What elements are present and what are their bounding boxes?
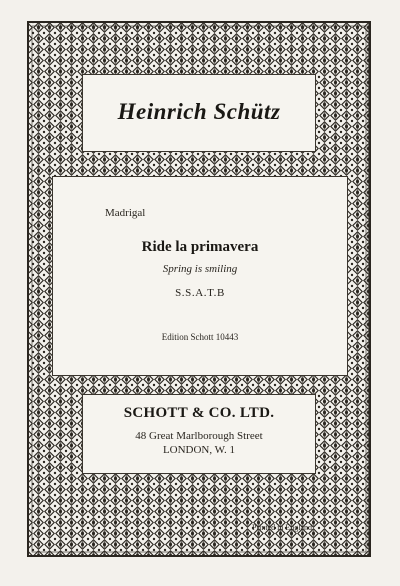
title-panel: [52, 176, 348, 376]
voicing-label: S.S.A.T.B: [175, 287, 225, 299]
composer-name: Heinrich Schütz: [117, 99, 281, 124]
genre-label: Madrigal: [105, 207, 146, 219]
publisher-panel: [82, 394, 316, 474]
publisher-name: SCHOTT & CO. LTD.: [123, 405, 275, 421]
work-title: Ride la primavera: [141, 239, 259, 255]
publisher-address-city: LONDON, W. 1: [162, 444, 236, 456]
printed-in-note: Printed in England: [252, 523, 312, 532]
work-subtitle: Spring is smiling: [162, 263, 238, 275]
composer-panel: [82, 74, 316, 152]
edition-number: Edition Schott 10443: [161, 332, 239, 342]
publisher-address-street: 48 Great Marlborough Street: [135, 430, 263, 442]
publisher-address: [83, 429, 315, 457]
